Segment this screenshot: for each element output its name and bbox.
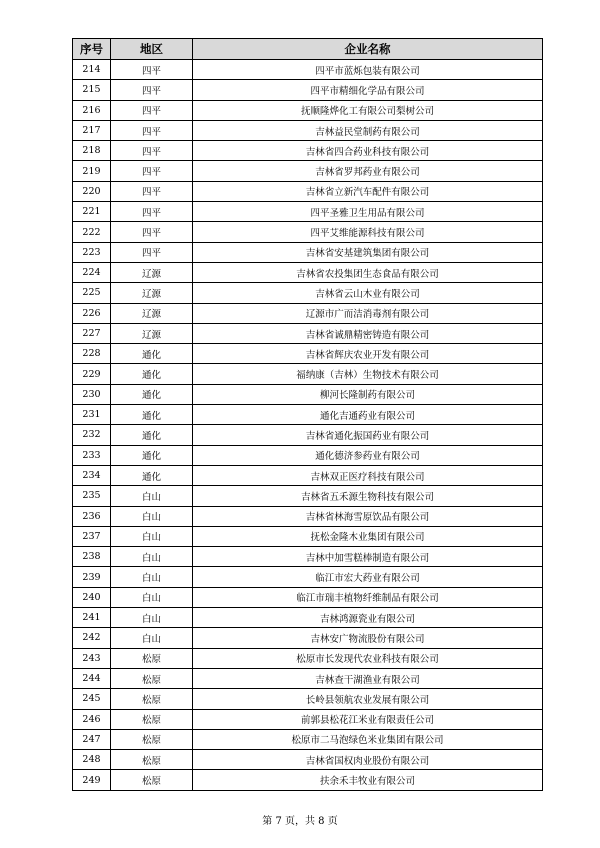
cell-region: 白山: [111, 506, 193, 526]
table-row: [73, 242, 543, 262]
table-row: [73, 608, 543, 628]
cell-region: 松原: [111, 648, 193, 668]
table-row: [73, 506, 543, 526]
table-row: [73, 60, 543, 80]
cell-region: 松原: [111, 770, 193, 790]
cell-region: 四平: [111, 60, 193, 80]
cell-company-name: 吉林省农投集团生态食品有限公司: [193, 262, 543, 282]
cell-company-name: 吉林省四合药业科技有限公司: [193, 141, 543, 161]
cell-index: 239: [73, 567, 111, 587]
enterprise-table: [72, 38, 543, 791]
table-row: [73, 80, 543, 100]
cell-region: 白山: [111, 567, 193, 587]
table-row: [73, 344, 543, 364]
cell-index: 215: [73, 80, 111, 100]
cell-region: 白山: [111, 547, 193, 567]
table-row: [73, 323, 543, 343]
cell-region: 松原: [111, 750, 193, 770]
cell-index: 231: [73, 405, 111, 425]
cell-region: 辽源: [111, 323, 193, 343]
table-body: [73, 60, 543, 791]
header-company-name: 企业名称: [193, 39, 543, 60]
cell-company-name: 抚顺隆烨化工有限公司梨树公司: [193, 100, 543, 120]
cell-region: 四平: [111, 222, 193, 242]
cell-company-name: 吉林中加雪糕棒制造有限公司: [193, 547, 543, 567]
table-row: [73, 181, 543, 201]
cell-region: 通化: [111, 384, 193, 404]
cell-index: 232: [73, 425, 111, 445]
table-row: [73, 709, 543, 729]
cell-index: 244: [73, 668, 111, 688]
cell-company-name: 前郭县松花江米业有限责任公司: [193, 709, 543, 729]
table-row: [73, 405, 543, 425]
cell-region: 通化: [111, 344, 193, 364]
cell-region: 四平: [111, 141, 193, 161]
cell-region: 辽源: [111, 262, 193, 282]
cell-region: 四平: [111, 161, 193, 181]
cell-region: 白山: [111, 628, 193, 648]
table-row: [73, 567, 543, 587]
cell-company-name: 四平市精细化学品有限公司: [193, 80, 543, 100]
cell-index: 236: [73, 506, 111, 526]
cell-index: 243: [73, 648, 111, 668]
table-row: [73, 202, 543, 222]
cell-company-name: 扶余禾丰牧业有限公司: [193, 770, 543, 790]
cell-index: 233: [73, 445, 111, 465]
cell-index: 221: [73, 202, 111, 222]
cell-company-name: 四平市蓝烁包装有限公司: [193, 60, 543, 80]
header-region: 地区: [111, 39, 193, 60]
cell-company-name: 吉林省诚鼎精密铸造有限公司: [193, 323, 543, 343]
cell-index: 240: [73, 587, 111, 607]
cell-region: 四平: [111, 100, 193, 120]
cell-company-name: 吉林省立新汽车配件有限公司: [193, 181, 543, 201]
cell-region: 松原: [111, 729, 193, 749]
cell-company-name: 吉林益民堂制药有限公司: [193, 120, 543, 140]
cell-index: 238: [73, 547, 111, 567]
cell-region: 通化: [111, 445, 193, 465]
table-row: [73, 628, 543, 648]
cell-index: 227: [73, 323, 111, 343]
table-row: [73, 689, 543, 709]
cell-company-name: 吉林省五禾源生物科技有限公司: [193, 486, 543, 506]
cell-index: 220: [73, 181, 111, 201]
cell-index: 234: [73, 465, 111, 485]
cell-index: 216: [73, 100, 111, 120]
cell-index: 242: [73, 628, 111, 648]
cell-index: 224: [73, 262, 111, 282]
cell-index: 228: [73, 344, 111, 364]
cell-index: 222: [73, 222, 111, 242]
cell-index: 219: [73, 161, 111, 181]
cell-company-name: 吉林省辉庆农业开发有限公司: [193, 344, 543, 364]
cell-index: 226: [73, 303, 111, 323]
table-row: [73, 729, 543, 749]
cell-index: 217: [73, 120, 111, 140]
table-row: [73, 465, 543, 485]
cell-index: 229: [73, 364, 111, 384]
cell-company-name: 通化吉通药业有限公司: [193, 405, 543, 425]
table-row: [73, 648, 543, 668]
cell-index: 247: [73, 729, 111, 749]
cell-region: 四平: [111, 202, 193, 222]
cell-region: 四平: [111, 242, 193, 262]
cell-company-name: 松原市长发现代农业科技有限公司: [193, 648, 543, 668]
table-row: [73, 120, 543, 140]
table-row: [73, 445, 543, 465]
cell-company-name: 临江市宏大药业有限公司: [193, 567, 543, 587]
cell-company-name: 临江市瑞丰植物纤维制品有限公司: [193, 587, 543, 607]
table-row: [73, 303, 543, 323]
table-row: [73, 587, 543, 607]
cell-region: 松原: [111, 668, 193, 688]
table-row: [73, 425, 543, 445]
cell-region: 通化: [111, 364, 193, 384]
cell-company-name: 吉林省通化振国药业有限公司: [193, 425, 543, 445]
cell-index: 230: [73, 384, 111, 404]
cell-region: 松原: [111, 709, 193, 729]
cell-region: 辽源: [111, 303, 193, 323]
table-row: [73, 262, 543, 282]
cell-company-name: 吉林双正医疗科技有限公司: [193, 465, 543, 485]
cell-region: 白山: [111, 526, 193, 546]
cell-region: 辽源: [111, 283, 193, 303]
cell-index: 246: [73, 709, 111, 729]
cell-index: 218: [73, 141, 111, 161]
table-header-row: [73, 39, 543, 60]
cell-index: 245: [73, 689, 111, 709]
cell-company-name: 吉林省国权肉业股份有限公司: [193, 750, 543, 770]
table-row: [73, 222, 543, 242]
cell-company-name: 吉林鸿源瓷业有限公司: [193, 608, 543, 628]
cell-company-name: 通化德济参药业有限公司: [193, 445, 543, 465]
table-row: [73, 526, 543, 546]
cell-index: 249: [73, 770, 111, 790]
table-row: [73, 668, 543, 688]
cell-index: 235: [73, 486, 111, 506]
cell-region: 通化: [111, 425, 193, 445]
table-row: [73, 100, 543, 120]
cell-company-name: 吉林省林海雪原饮品有限公司: [193, 506, 543, 526]
table-row: [73, 283, 543, 303]
page-number: 第 7 页，共 8 页: [262, 816, 338, 827]
cell-region: 白山: [111, 587, 193, 607]
cell-company-name: 吉林安广物流股份有限公司: [193, 628, 543, 648]
table-row: [73, 141, 543, 161]
cell-index: 223: [73, 242, 111, 262]
cell-region: 通化: [111, 405, 193, 425]
cell-company-name: 吉林查干湖渔业有限公司: [193, 668, 543, 688]
cell-index: 237: [73, 526, 111, 546]
cell-company-name: 福纳康（吉林）生物技术有限公司: [193, 364, 543, 384]
cell-company-name: 四平艾维能源科技有限公司: [193, 222, 543, 242]
cell-region: 白山: [111, 608, 193, 628]
cell-company-name: 柳河长隆制药有限公司: [193, 384, 543, 404]
cell-region: 通化: [111, 465, 193, 485]
cell-company-name: 松原市二马泡绿色米业集团有限公司: [193, 729, 543, 749]
cell-region: 松原: [111, 689, 193, 709]
cell-index: 241: [73, 608, 111, 628]
cell-company-name: 吉林省罗邦药业有限公司: [193, 161, 543, 181]
header-index: 序号: [73, 39, 111, 60]
cell-company-name: 吉林省云山木业有限公司: [193, 283, 543, 303]
cell-company-name: 辽源市广而洁消毒剂有限公司: [193, 303, 543, 323]
cell-region: 四平: [111, 80, 193, 100]
table-row: [73, 750, 543, 770]
cell-company-name: 吉林省安基建筑集团有限公司: [193, 242, 543, 262]
table-row: [73, 364, 543, 384]
cell-company-name: 抚松金隆木业集团有限公司: [193, 526, 543, 546]
cell-region: 四平: [111, 120, 193, 140]
table-row: [73, 161, 543, 181]
cell-region: 白山: [111, 486, 193, 506]
cell-index: 214: [73, 60, 111, 80]
cell-company-name: 四平圣雅卫生用品有限公司: [193, 202, 543, 222]
table-row: [73, 384, 543, 404]
cell-region: 四平: [111, 181, 193, 201]
cell-index: 248: [73, 750, 111, 770]
table-row: [73, 770, 543, 790]
cell-company-name: 长岭县领航农业发展有限公司: [193, 689, 543, 709]
cell-index: 225: [73, 283, 111, 303]
table-row: [73, 547, 543, 567]
table-row: [73, 486, 543, 506]
